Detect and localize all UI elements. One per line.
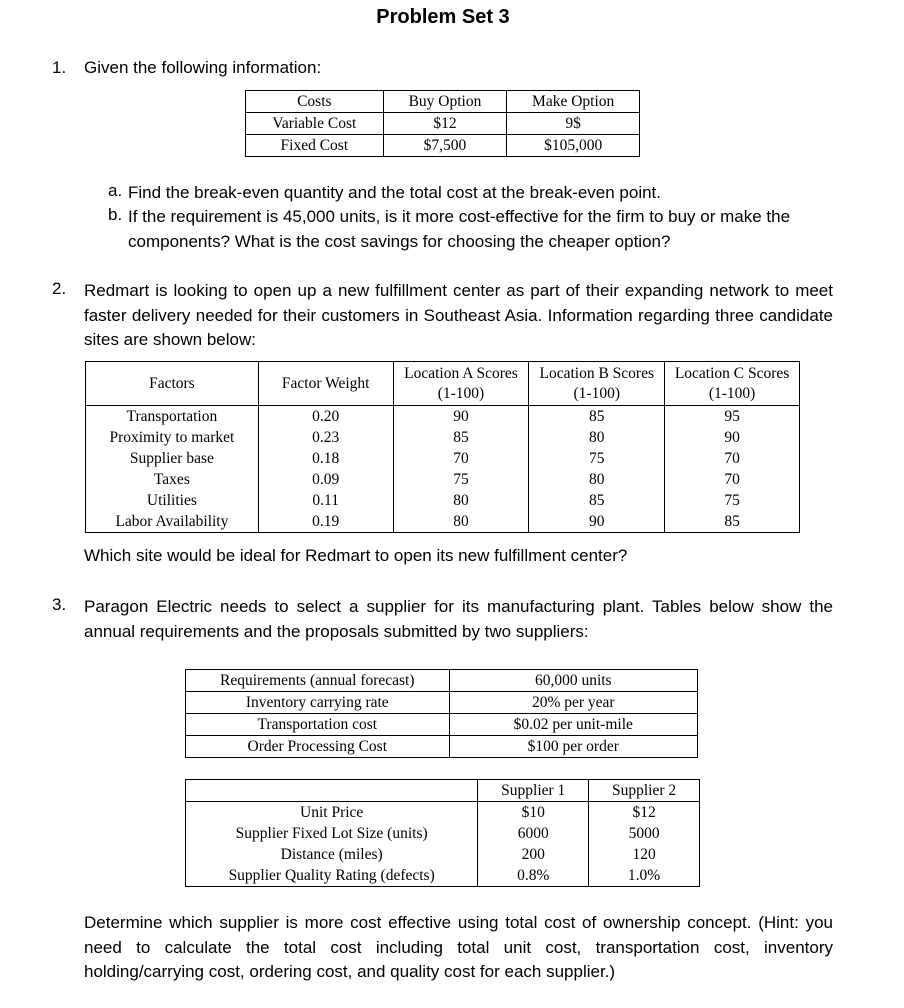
q1b-text: If the requirement is 45,000 units, is it more cost-effective for the firm to buy or make the components? What is the cost savings for choosing the cheaper option? (128, 207, 791, 251)
cell: 75 (665, 490, 800, 511)
cell: Variable Cost (246, 113, 384, 135)
cell: 0.19 (258, 511, 393, 533)
cell: 0.8% (478, 865, 589, 887)
cell: 90 (393, 406, 529, 428)
cell: 80 (529, 469, 665, 490)
q3-question: Determine which supplier is more cost effective using total cost of ownership concept. (Hint: you need to calculate the total cost including total unit cost, transportation cost, inventory holding/carrying cost, ordering cost, and quality cost for each supplier.) (84, 913, 833, 981)
q1b-label: b. (108, 205, 123, 224)
table-row (246, 113, 640, 135)
cell: 0.18 (258, 448, 393, 469)
cell: Supplier base (86, 448, 259, 469)
cell: 70 (665, 448, 800, 469)
cell: 9$ (507, 113, 640, 135)
cost-table (245, 90, 640, 157)
cell: 200 (478, 844, 589, 865)
cell: Taxes (86, 469, 259, 490)
cell: 85 (529, 406, 665, 428)
q3-number: 3. (52, 595, 67, 614)
table-row (86, 448, 800, 469)
cell: 70 (665, 469, 800, 490)
header-cell: Location C Scores (1-100) (665, 362, 800, 406)
cell: 6000 (478, 823, 589, 844)
q3-text: Paragon Electric needs to select a supplier for its manufacturing plant. Tables below show the annual requirements and the proposals submitted by two suppliers: (84, 597, 833, 641)
supplier-table (185, 779, 700, 887)
cell: $100 per order (449, 736, 697, 758)
cell: 20% per year (449, 692, 697, 714)
q1-text: Given the following information: (84, 58, 322, 77)
q2-text: Redmart is looking to open up a new fulfillment center as part of their expanding network to meet faster delivery needed for their customers in Southeast Asia. Information regarding three candidate sites are shown below: (84, 281, 833, 349)
cell: Supplier Fixed Lot Size (units) (186, 823, 478, 844)
header-cell (186, 780, 478, 802)
table-row (186, 736, 698, 758)
header-cell: Location B Scores (1-100) (529, 362, 665, 406)
table-row (186, 714, 698, 736)
site-factor-table (85, 361, 800, 533)
cell: 80 (393, 511, 529, 533)
cell: $10 (478, 802, 589, 824)
cell: 90 (529, 511, 665, 533)
cell: 75 (529, 448, 665, 469)
cell: Utilities (86, 490, 259, 511)
requirements-table (185, 669, 698, 758)
q2-number: 2. (52, 279, 67, 298)
cell: Supplier Quality Rating (defects) (186, 865, 478, 887)
header-cell: Supplier 2 (589, 780, 700, 802)
cell: 90 (665, 427, 800, 448)
cell: $12 (589, 802, 700, 824)
cell: 0.11 (258, 490, 393, 511)
cell: Proximity to market (86, 427, 259, 448)
cell: 60,000 units (449, 670, 697, 692)
cell: Transportation cost (186, 714, 450, 736)
page-title: Problem Set 3 (376, 6, 510, 28)
cell: Inventory carrying rate (186, 692, 450, 714)
cell: 75 (393, 469, 529, 490)
table-row (186, 823, 700, 844)
cell: Requirements (annual forecast) (186, 670, 450, 692)
cell: 0.23 (258, 427, 393, 448)
table-row (86, 406, 800, 428)
cell: Labor Availability (86, 511, 259, 533)
header-cell: Factor Weight (258, 362, 393, 406)
q2-question: Which site would be ideal for Redmart to open its new fulfillment center? (84, 546, 628, 565)
cell: 70 (393, 448, 529, 469)
cell: 95 (665, 406, 800, 428)
header-cell: Buy Option (383, 91, 507, 113)
table-row (86, 511, 800, 533)
table-row (186, 692, 698, 714)
cell: Unit Price (186, 802, 478, 824)
cell: 1.0% (589, 865, 700, 887)
cell: 80 (529, 427, 665, 448)
cell: 85 (529, 490, 665, 511)
cell: 5000 (589, 823, 700, 844)
q1a-text: Find the break-even quantity and the total cost at the break-even point. (128, 183, 662, 202)
header-cell: Factors (86, 362, 259, 406)
header-cell: Costs (246, 91, 384, 113)
table-row (186, 844, 700, 865)
q1a-label: a. (108, 181, 123, 200)
cell: $7,500 (383, 135, 507, 157)
table-row (186, 670, 698, 692)
table-row (86, 427, 800, 448)
q1-number: 1. (52, 58, 67, 77)
table-row (86, 469, 800, 490)
cell: 120 (589, 844, 700, 865)
cell: Distance (miles) (186, 844, 478, 865)
cell: Fixed Cost (246, 135, 384, 157)
table-row (86, 490, 800, 511)
cell: 85 (393, 427, 529, 448)
table-row (186, 865, 700, 887)
cell: Order Processing Cost (186, 736, 450, 758)
cell: $12 (383, 113, 507, 135)
table-row (246, 135, 640, 157)
cell: $105,000 (507, 135, 640, 157)
header-cell: Make Option (507, 91, 640, 113)
cell: $0.02 per unit-mile (449, 714, 697, 736)
header-cell: Supplier 1 (478, 780, 589, 802)
cell: 0.09 (258, 469, 393, 490)
table-row (186, 802, 700, 824)
cell: 0.20 (258, 406, 393, 428)
cell: 80 (393, 490, 529, 511)
header-cell: Location A Scores (1-100) (393, 362, 529, 406)
cell: Transportation (86, 406, 259, 428)
cell: 85 (665, 511, 800, 533)
